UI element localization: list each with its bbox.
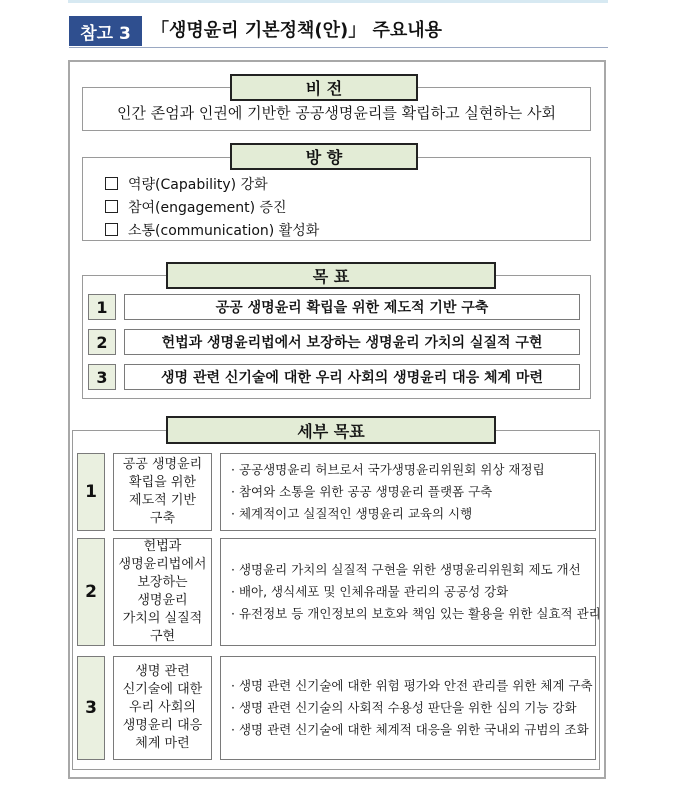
- list-item: · 생명 관련 신기술에 대한 체계적 대응을 위한 국내외 규범의 조화: [231, 722, 589, 737]
- checkbox-icon: [105, 177, 118, 190]
- list-item: · 유전정보 등 개인정보의 보호와 책임 있는 활용을 위한 실효적 관리: [231, 606, 601, 621]
- goal-number-2: 2: [88, 329, 116, 355]
- list-item: · 참여와 소통을 위한 공공 생명윤리 플랫폼 구축: [231, 484, 493, 499]
- detail-name-2: 헌법과 생명윤리법에서 보장하는 생명윤리 가치의 실질적 구현: [113, 538, 212, 646]
- detail-number-2: 2: [77, 538, 105, 646]
- vision-header: 비 전: [230, 74, 418, 101]
- list-item: · 공공생명윤리 허브로서 국가생명윤리위원회 위상 재정립: [231, 462, 545, 477]
- reference-title: 「생명윤리 기본정책(안)」 주요내용: [151, 20, 443, 41]
- detail-list-3: [220, 656, 596, 760]
- reference-badge: 참고 3: [69, 16, 142, 46]
- detail-name-1: 공공 생명윤리 확립을 위한 제도적 기반 구축: [113, 453, 212, 531]
- direction-item-1: 역량(Capability) 강화: [105, 174, 268, 194]
- goals-header: 목 표: [166, 262, 496, 289]
- list-item: · 생명 관련 신기술의 사회적 수용성 판단을 위한 심의 기능 강화: [231, 700, 577, 715]
- list-item: · 체계적이고 실질적인 생명윤리 교육의 시행: [231, 506, 473, 521]
- list-item: · 생명 관련 신기술에 대한 위험 평가와 안전 관리를 위한 체계 구축: [231, 678, 593, 693]
- vision-text: 인간 존엄과 인권에 기반한 공공생명윤리를 확립하고 실현하는 사회: [116, 104, 557, 122]
- list-item: · 배아, 생식세포 및 인체유래물 관리의 공공성 강화: [231, 584, 509, 599]
- goal-number-3: 3: [88, 364, 116, 390]
- goal-text-1: 공공 생명윤리 확립을 위한 제도적 기반 구축: [124, 294, 580, 320]
- goal-text-2: 헌법과 생명윤리법에서 보장하는 생명윤리 가치의 실질적 구현: [124, 329, 580, 355]
- goal-number-1: 1: [88, 294, 116, 320]
- direction-item-2: 참여(engagement) 증진: [105, 197, 287, 217]
- direction-header: 방 향: [230, 143, 418, 170]
- checkbox-icon: [105, 223, 118, 236]
- top-accent-line: [68, 0, 608, 3]
- detail-list-1: [220, 453, 596, 531]
- detail-number-1: 1: [77, 453, 105, 531]
- direction-item-3: 소통(communication) 활성화: [105, 220, 319, 240]
- details-header: 세부 목표: [166, 416, 496, 444]
- title-divider: [69, 47, 608, 48]
- detail-list-2: [220, 538, 601, 646]
- goal-text-3: 생명 관련 신기술에 대한 우리 사회의 생명윤리 대응 체계 마련: [124, 364, 580, 390]
- detail-name-3: 생명 관련 신기술에 대한 우리 사회의 생명윤리 대응 체계 마련: [113, 656, 212, 760]
- list-item: · 생명윤리 가치의 실질적 구현을 위한 생명윤리위원회 제도 개선: [231, 562, 581, 577]
- checkbox-icon: [105, 200, 118, 213]
- detail-number-3: 3: [77, 656, 105, 760]
